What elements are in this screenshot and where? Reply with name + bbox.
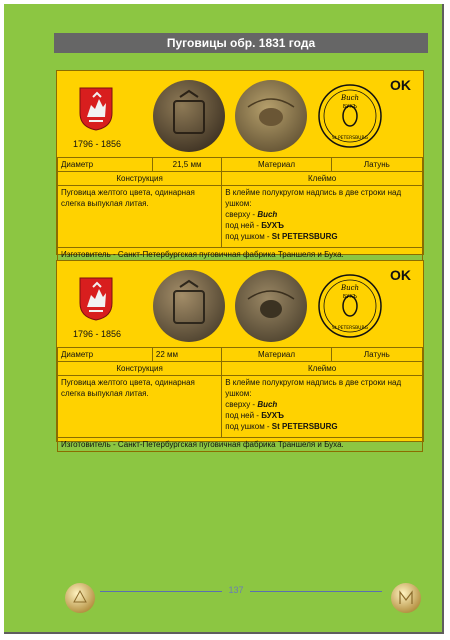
mark-value-spb: St PETERSBURG [271,232,338,241]
diameter-label: Диаметр [58,348,153,362]
maker-stamp-drawing [317,83,383,149]
button-front-photo [152,269,226,343]
specs-table [57,347,423,452]
years-label: 1796 - 1856 [72,139,122,149]
construction-text: Пуговица желтого цвета, одинарная слегка выпуклая литая. [58,376,222,438]
mark-header: Клеймо [222,362,423,376]
button-front-photo [152,79,226,153]
construction-header: Конструкция [58,362,222,376]
diameter-value: 22 мм [152,348,221,362]
mark-description [222,186,423,248]
material-value: Латунь [331,348,422,362]
mark-intro: В клейме полукругом надпись в две строки над ушком: [225,188,402,208]
mark-line-3: под ушком - St PETERSBURG [225,232,338,241]
button-card-1 [56,70,424,259]
mark-line-1: сверху - Buch [225,400,278,409]
stamp-text-middle: БУХЪ [342,294,358,300]
mark-header: Клеймо [222,172,423,186]
mark-value-buch: Buch [257,210,278,219]
stamp-text-middle: БУХЪ [342,104,358,110]
material-value: Латунь [331,158,422,172]
mark-value-spb: St PETERSBURG [271,422,338,431]
button-card-2 [56,260,424,449]
verdict-badge: OK [390,267,411,283]
specs-table [57,157,423,262]
mark-value-buch: Buch [257,400,278,409]
footer-rule-left [100,591,222,592]
maker-line: Изготовитель - Санкт-Петербургская пуговичная фабрика Траншеля и Буха. [58,248,423,262]
construction-text: Пуговица желтого цвета, одинарная слегка выпуклая литая. [58,186,222,248]
mark-intro: В клейме полукругом надпись в две строки над ушком: [225,378,402,398]
mark-line-3: под ушком - St PETERSBURG [225,422,338,431]
diameter-value: 21,5 мм [152,158,221,172]
mark-value-bukh: БУХЪ [261,411,285,420]
maker-stamp-drawing [317,273,383,339]
page-number: 137 [228,585,244,595]
footer-rule-right [250,591,382,592]
button-back-photo [234,269,308,343]
photo-row [57,261,423,347]
verdict-badge: OK [390,77,411,93]
page-title: Пуговицы обр. 1831 года [54,33,428,53]
mark-line-1: сверху - Buch [225,210,278,219]
stamp-text-bottom: St PETERSBURG [331,136,369,141]
coat-of-arms-icon [79,87,113,131]
button-back-photo [234,79,308,153]
stamp-text-bottom: St PETERSBURG [331,326,369,331]
mark-line-2: под ней - БУХЪ [225,411,285,420]
stamp-text-top: Buch [340,284,360,292]
coat-of-arms-icon [79,277,113,321]
diameter-label: Диаметр [58,158,153,172]
years-label: 1796 - 1856 [72,329,122,339]
construction-header: Конструкция [58,172,222,186]
mark-value-bukh: БУХЪ [261,221,285,230]
maker-line: Изготовитель - Санкт-Петербургская пуговичная фабрика Траншеля и Буха. [58,438,423,452]
material-label: Материал [222,158,332,172]
mark-description [222,376,423,438]
footer-coin-right-icon [390,582,422,614]
stamp-text-top: Buch [340,94,360,102]
photo-row [57,71,423,157]
footer-coin-left-icon [64,582,96,614]
material-label: Материал [222,348,332,362]
mark-line-2: под ней - БУХЪ [225,221,285,230]
